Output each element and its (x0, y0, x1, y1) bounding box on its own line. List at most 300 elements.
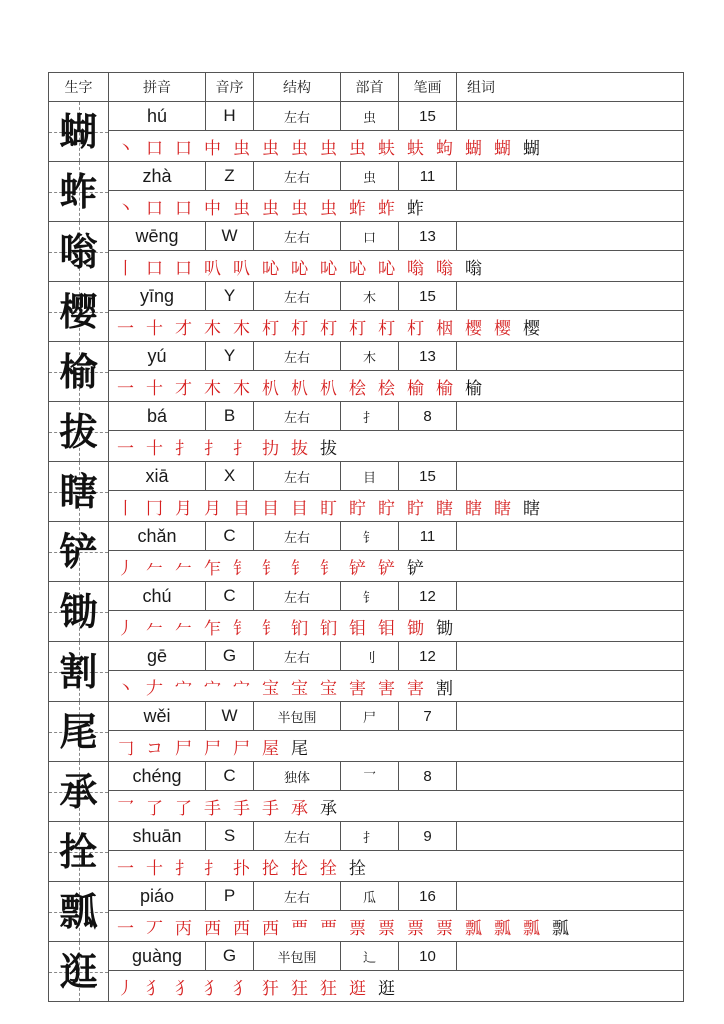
character: 蝴 (59, 108, 98, 154)
order-cell: C (206, 522, 254, 551)
stroke-step: 锄 (436, 618, 453, 639)
character: 嗡 (59, 228, 98, 274)
header-radical: 部首 (341, 73, 399, 102)
stroke-order-row (49, 431, 684, 462)
stroke-step: 一 (117, 438, 134, 459)
order-cell: G (206, 942, 254, 971)
stroke-step: 吣 (378, 258, 395, 279)
stroke-step: 瞎 (465, 498, 482, 519)
words-cell[interactable] (457, 582, 684, 611)
stroke-step: 口 (175, 198, 192, 219)
stroke-step: 宝 (291, 678, 308, 699)
stroke-step: 钅 (291, 558, 308, 579)
stroke-order-sequence (109, 671, 684, 702)
stroke-step: 木 (204, 378, 221, 399)
stroke-step: 虫 (291, 198, 308, 219)
radical-cell: 瓜 (341, 882, 399, 911)
character-cell (49, 762, 109, 822)
stroke-step: 口 (146, 258, 163, 279)
character-row (49, 762, 684, 791)
stroke-step: 钅 (320, 558, 337, 579)
header-pinyin: 拼音 (109, 73, 206, 102)
pinyin-cell: zhà (109, 162, 206, 191)
stroke-count-cell: 8 (399, 402, 457, 431)
stroke-step: 朳 (320, 378, 337, 399)
stroke-step: 朾 (320, 318, 337, 339)
stroke-step: 扌 (175, 438, 192, 459)
structure-cell: 左右 (254, 282, 341, 311)
stroke-step: 西 (204, 918, 221, 939)
stroke-step: 榆 (436, 378, 453, 399)
stroke-order-row (49, 551, 684, 582)
stroke-step: 瞎 (494, 498, 511, 519)
stroke-order-row (49, 911, 684, 942)
stroke-order-row (49, 191, 684, 222)
stroke-step: 嗡 (436, 258, 453, 279)
stroke-step: 抡 (262, 858, 279, 879)
stroke-step: 蝴 (523, 138, 540, 159)
order-cell: C (206, 582, 254, 611)
words-cell[interactable] (457, 522, 684, 551)
stroke-step: 宝 (320, 678, 337, 699)
stroke-step: 宀 (175, 678, 192, 699)
order-cell: P (206, 882, 254, 911)
stroke-step: 害 (349, 678, 366, 699)
stroke-step: 桧 (349, 378, 366, 399)
stroke-step: 犴 (262, 978, 279, 999)
pinyin-cell: yú (109, 342, 206, 371)
stroke-order-row (49, 611, 684, 642)
stroke-count-cell: 13 (399, 222, 457, 251)
character-row (49, 402, 684, 431)
pinyin-cell: hú (109, 102, 206, 131)
character: 承 (59, 768, 98, 814)
stroke-step: 眝 (378, 498, 395, 519)
stroke-step: 十 (146, 438, 163, 459)
character-cell (49, 162, 109, 222)
character: 铲 (59, 528, 98, 574)
order-cell: C (206, 762, 254, 791)
stroke-step: 了 (146, 798, 163, 819)
pinyin-cell: bá (109, 402, 206, 431)
stroke-count-cell: 12 (399, 642, 457, 671)
stroke-step: 扌 (175, 858, 192, 879)
words-cell[interactable] (457, 162, 684, 191)
order-cell: Y (206, 342, 254, 371)
stroke-step: 扌 (204, 438, 221, 459)
stroke-step: 口 (175, 258, 192, 279)
character-row (49, 162, 684, 191)
stroke-order-sequence (109, 611, 684, 642)
stroke-step: 瞎 (523, 498, 540, 519)
words-cell[interactable] (457, 942, 684, 971)
character: 蚱 (59, 168, 98, 214)
stroke-order-sequence (109, 551, 684, 582)
stroke-count-cell: 7 (399, 702, 457, 731)
order-cell: G (206, 642, 254, 671)
character-cell (49, 282, 109, 342)
stroke-step: 狂 (291, 978, 308, 999)
character-worksheet (48, 72, 683, 1002)
character: 尾 (59, 708, 98, 754)
stroke-count-cell: 11 (399, 522, 457, 551)
stroke-step: 虫 (262, 198, 279, 219)
words-cell[interactable] (457, 282, 684, 311)
radical-cell: 刂 (341, 642, 399, 671)
stroke-step: 扑 (233, 858, 250, 879)
stroke-step: 扌 (204, 858, 221, 879)
structure-cell: 左右 (254, 582, 341, 611)
stroke-order-sequence (109, 251, 684, 282)
pinyin-cell: chú (109, 582, 206, 611)
stroke-order-sequence (109, 371, 684, 402)
radical-cell: 目 (341, 462, 399, 491)
stroke-count-cell: 15 (399, 282, 457, 311)
stroke-step: 口 (146, 138, 163, 159)
character-cell (49, 882, 109, 942)
stroke-step: 乛 (117, 798, 134, 819)
stroke-step: 嗡 (407, 258, 424, 279)
stroke-step: 月 (204, 498, 221, 519)
stroke-step: 丨 (117, 258, 134, 279)
words-cell[interactable] (457, 342, 684, 371)
stroke-step: 虫 (262, 138, 279, 159)
stroke-step: 朾 (291, 318, 308, 339)
structure-cell: 左右 (254, 222, 341, 251)
stroke-step: 害 (407, 678, 424, 699)
stroke-step: 眝 (349, 498, 366, 519)
stroke-order-sequence (109, 131, 684, 162)
character-row (49, 462, 684, 491)
stroke-step: 瓢 (494, 918, 511, 939)
stroke-step: コ (146, 738, 163, 759)
stroke-step: 尾 (291, 738, 308, 759)
stroke-step: 承 (320, 798, 337, 819)
words-cell[interactable] (457, 462, 684, 491)
stroke-step: 朾 (378, 318, 395, 339)
stroke-step: 木 (233, 378, 250, 399)
header-order: 音序 (206, 73, 254, 102)
order-cell: W (206, 702, 254, 731)
stroke-step: 钔 (291, 618, 308, 639)
character: 瞎 (59, 468, 98, 514)
character-cell (49, 702, 109, 762)
stroke-step: 乍 (204, 558, 221, 579)
stroke-step: 樱 (494, 318, 511, 339)
stroke-order-sequence (109, 911, 684, 942)
stroke-step: 叭 (204, 258, 221, 279)
stroke-step: 榆 (465, 378, 482, 399)
structure-cell: 左右 (254, 822, 341, 851)
stroke-step: 吣 (291, 258, 308, 279)
stroke-order-sequence (109, 431, 684, 462)
character-cell (49, 402, 109, 462)
stroke-step: 丨 (117, 498, 134, 519)
character-row (49, 942, 684, 971)
structure-cell: 左右 (254, 162, 341, 191)
character-cell (49, 222, 109, 282)
pinyin-cell: guàng (109, 942, 206, 971)
pinyin-cell: shuān (109, 822, 206, 851)
character-cell (49, 462, 109, 522)
stroke-step: 钅 (262, 558, 279, 579)
stroke-step: 丶 (117, 138, 134, 159)
stroke-step: 𠂉 (146, 618, 163, 639)
character: 割 (59, 648, 98, 694)
character-row (49, 342, 684, 371)
stroke-step: 钼 (378, 618, 395, 639)
stroke-step: 虫 (320, 198, 337, 219)
stroke-step: 虫 (349, 138, 366, 159)
stroke-step: 尸 (204, 738, 221, 759)
stroke-step: 蚨 (407, 138, 424, 159)
stroke-order-row (49, 671, 684, 702)
structure-cell: 半包围 (254, 942, 341, 971)
stroke-step: 手 (233, 798, 250, 819)
stroke-order-sequence (109, 851, 684, 882)
radical-cell: 钅 (341, 582, 399, 611)
character-row (49, 582, 684, 611)
stroke-step: 尸 (175, 738, 192, 759)
structure-cell: 左右 (254, 342, 341, 371)
stroke-step: 吣 (349, 258, 366, 279)
character-cell (49, 822, 109, 882)
stroke-step: 盯 (320, 498, 337, 519)
stroke-step: 虫 (320, 138, 337, 159)
pinyin-cell: chéng (109, 762, 206, 791)
stroke-order-row (49, 971, 684, 1002)
stroke-step: 才 (175, 378, 192, 399)
stroke-step: 十 (146, 858, 163, 879)
words-cell[interactable] (457, 102, 684, 131)
stroke-step: 西 (262, 918, 279, 939)
stroke-step: 铲 (349, 558, 366, 579)
character: 榆 (59, 348, 98, 394)
character-row (49, 642, 684, 671)
stroke-step: 中 (204, 138, 221, 159)
stroke-step: 蚨 (378, 138, 395, 159)
stroke-count-cell: 15 (399, 102, 457, 131)
stroke-step: 一 (117, 918, 134, 939)
stroke-step: 口 (146, 198, 163, 219)
pinyin-cell: piáo (109, 882, 206, 911)
stroke-count-cell: 15 (399, 462, 457, 491)
stroke-step: 蚱 (349, 198, 366, 219)
order-cell: S (206, 822, 254, 851)
stroke-step: 月 (175, 498, 192, 519)
stroke-step: 狂 (320, 978, 337, 999)
stroke-step: 承 (291, 798, 308, 819)
stroke-step: 朾 (262, 318, 279, 339)
stroke-step: 榆 (407, 378, 424, 399)
radical-cell: 辶 (341, 942, 399, 971)
stroke-step: 犭 (146, 978, 163, 999)
stroke-step: 目 (291, 498, 308, 519)
stroke-step: 朾 (349, 318, 366, 339)
radical-cell: 口 (341, 222, 399, 251)
stroke-step: 钔 (320, 618, 337, 639)
radical-cell: 虫 (341, 102, 399, 131)
stroke-step: 钅 (262, 618, 279, 639)
words-cell[interactable] (457, 702, 684, 731)
structure-cell: 左右 (254, 522, 341, 551)
character: 逛 (59, 948, 98, 994)
stroke-order-row (49, 131, 684, 162)
character: 锄 (59, 588, 98, 634)
header-words: 组词 (457, 73, 684, 102)
words-cell[interactable] (457, 882, 684, 911)
stroke-step: 冂 (146, 498, 163, 519)
stroke-order-sequence (109, 191, 684, 222)
stroke-order-row (49, 311, 684, 342)
stroke-step: 钅 (233, 618, 250, 639)
stroke-step: 瓢 (523, 918, 540, 939)
stroke-step: 朳 (262, 378, 279, 399)
stroke-step: 𠂉 (175, 618, 192, 639)
header-structure: 结构 (254, 73, 341, 102)
stroke-step: 丶 (117, 678, 134, 699)
pinyin-cell: wēng (109, 222, 206, 251)
stroke-step: 蝴 (494, 138, 511, 159)
header-row (49, 73, 684, 102)
stroke-step: 手 (262, 798, 279, 819)
stroke-step: 栶 (436, 318, 453, 339)
stroke-step: 口 (175, 138, 192, 159)
stroke-step: 嗡 (465, 258, 482, 279)
structure-cell: 左右 (254, 642, 341, 671)
stroke-step: 票 (407, 918, 424, 939)
pinyin-cell: chǎn (109, 522, 206, 551)
stroke-count-cell: 11 (399, 162, 457, 191)
stroke-step: 吣 (262, 258, 279, 279)
stroke-step: 宀 (204, 678, 221, 699)
character-row (49, 702, 684, 731)
stroke-step: 瓢 (465, 918, 482, 939)
character: 拔 (59, 408, 98, 454)
order-cell: B (206, 402, 254, 431)
stroke-step: 尸 (233, 738, 250, 759)
stroke-step: 目 (262, 498, 279, 519)
stroke-step: 害 (378, 678, 395, 699)
stroke-step: 虫 (233, 138, 250, 159)
stroke-step: 桧 (378, 378, 395, 399)
stroke-count-cell: 10 (399, 942, 457, 971)
stroke-step: 票 (436, 918, 453, 939)
order-cell: Z (206, 162, 254, 191)
stroke-step: 一 (117, 858, 134, 879)
radical-cell: 虫 (341, 162, 399, 191)
stroke-step: 丆 (146, 918, 163, 939)
character: 樱 (59, 288, 98, 334)
stroke-step: 十 (146, 378, 163, 399)
radical-cell: 钅 (341, 522, 399, 551)
pinyin-cell: gē (109, 642, 206, 671)
radical-cell: 木 (341, 282, 399, 311)
stroke-step: 扐 (262, 438, 279, 459)
stroke-step: 屋 (262, 738, 279, 759)
words-cell[interactable] (457, 222, 684, 251)
character-table (48, 72, 684, 1002)
stroke-step: 票 (349, 918, 366, 939)
stroke-order-row (49, 731, 684, 762)
stroke-step: 乍 (204, 618, 221, 639)
character-row (49, 882, 684, 911)
stroke-step: 樱 (465, 318, 482, 339)
stroke-order-sequence (109, 731, 684, 762)
structure-cell: 左右 (254, 402, 341, 431)
stroke-step: 一 (117, 318, 134, 339)
stroke-step: 一 (117, 378, 134, 399)
stroke-step: 逛 (378, 978, 395, 999)
header-strokes: 笔画 (399, 73, 457, 102)
stroke-step: 虫 (233, 198, 250, 219)
pinyin-cell: wěi (109, 702, 206, 731)
radical-cell: 乛 (341, 762, 399, 791)
character-row (49, 522, 684, 551)
stroke-order-row (49, 371, 684, 402)
stroke-step: 木 (233, 318, 250, 339)
character-row (49, 822, 684, 851)
character-row (49, 282, 684, 311)
stroke-step: 蚱 (378, 198, 395, 219)
stroke-order-row (49, 851, 684, 882)
structure-cell: 左右 (254, 102, 341, 131)
character-cell (49, 642, 109, 702)
words-cell[interactable] (457, 642, 684, 671)
stroke-order-sequence (109, 311, 684, 342)
stroke-count-cell: 9 (399, 822, 457, 851)
radical-cell: 木 (341, 342, 399, 371)
character: 瓢 (59, 888, 98, 934)
header-char: 生字 (49, 73, 109, 102)
pinyin-cell: xiā (109, 462, 206, 491)
stroke-step: 木 (204, 318, 221, 339)
words-cell[interactable] (457, 402, 684, 431)
words-cell[interactable] (457, 822, 684, 851)
stroke-step: 犭 (233, 978, 250, 999)
stroke-step: 铲 (407, 558, 424, 579)
stroke-step: 覀 (291, 918, 308, 939)
stroke-step: 宝 (262, 678, 279, 699)
radical-cell: 扌 (341, 822, 399, 851)
stroke-step: 瞎 (436, 498, 453, 519)
character-cell (49, 342, 109, 402)
stroke-step: 丿 (117, 558, 134, 579)
stroke-step: 𠂉 (146, 558, 163, 579)
stroke-step: 拴 (349, 858, 366, 879)
structure-cell: 半包围 (254, 702, 341, 731)
stroke-count-cell: 12 (399, 582, 457, 611)
stroke-step: 割 (436, 678, 453, 699)
structure-cell: 独体 (254, 762, 341, 791)
stroke-step: 钼 (349, 618, 366, 639)
stroke-step: 朾 (407, 318, 424, 339)
stroke-order-sequence (109, 491, 684, 522)
stroke-step: 拔 (320, 438, 337, 459)
stroke-step: 覀 (320, 918, 337, 939)
stroke-order-row (49, 791, 684, 822)
stroke-step: 钅 (233, 558, 250, 579)
stroke-step: 丿 (117, 978, 134, 999)
stroke-step: 朳 (291, 378, 308, 399)
stroke-step: 票 (378, 918, 395, 939)
stroke-step: 蚼 (436, 138, 453, 159)
order-cell: X (206, 462, 254, 491)
stroke-step: 拴 (320, 858, 337, 879)
stroke-order-row (49, 491, 684, 522)
character-cell (49, 522, 109, 582)
words-cell[interactable] (457, 762, 684, 791)
